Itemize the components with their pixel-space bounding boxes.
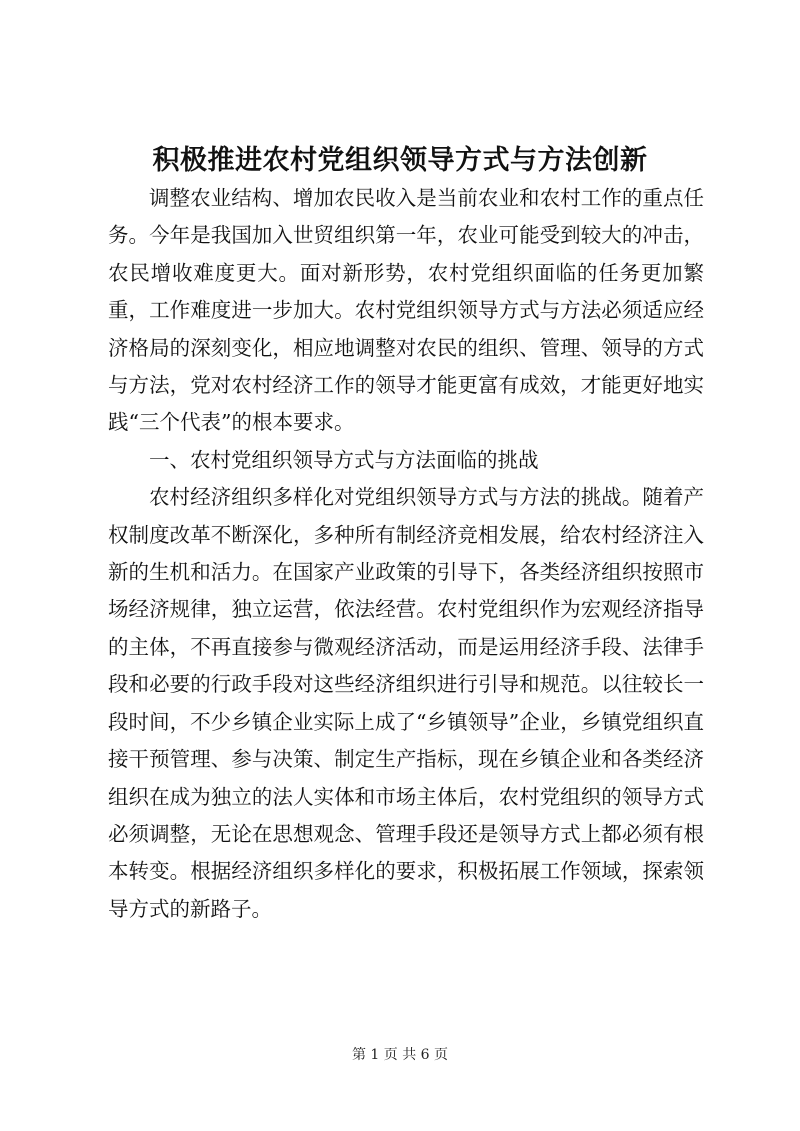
paragraph-economic-organizations: 农村经济组织多样化对党组织领导方式与方法的挑战。随着产权制度改革不断深化，多种所有制经济竞相发展，给农村经济注入新的生机和活力。在国家产业政策的引导下，各类经济组织按照市场经济规律，独立运营，依法经营。农村党组织作为宏观经济指导的主体，不再直接参与微观经济活动，而是运用经济手段、法律手段和必要的行政手段对这些经济组织进行引导和规范。以往较长一段时间，不少乡镇企业实际上成了“乡镇领导”企业，乡镇党组织直接干预管理、参与决策、制定生产指标，现在乡镇企业和各类经济组织在成为独立的法人实体和市场主体后，农村党组织的领导方式必须调整，无论在思想观念、管理手段还是领导方式上都必须有根本转变。根据经济组织多样化的要求，积极拓展工作领域，探索领导方式的新路子。 [108, 485, 704, 921]
paragraph-intro: 调整农业结构、增加农民收入是当前农业和农村工作的重点任务。今年是我国加入世贸组织第一年，农业可能受到较大的冲击，农民增收难度更大。面对新形势，农村党组织面临的任务更加繁重，工作难度进一步加大。农村党组织领导方式与方法必须适应经济格局的深刻变化，相应地调整对农民的组织、管理、领导的方式与方法，党对农村经济工作的领导才能更富有成效，才能更好地实践“三个代表”的根本要求。 [108, 186, 704, 435]
document-body [108, 180, 704, 928]
document-title: 积极推进农村党组织领导方式与方法创新 [152, 145, 648, 176]
page-number-footer: 第 1 页 共 6 页 [351, 1047, 449, 1063]
section-heading-challenges: 一、农村党组织领导方式与方法面临的挑战 [149, 447, 539, 472]
